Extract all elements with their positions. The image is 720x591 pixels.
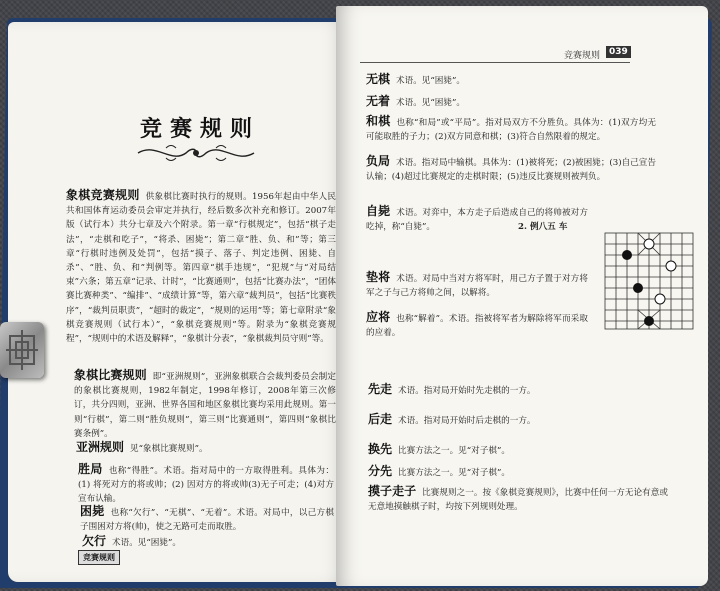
entry-term: 先走 bbox=[368, 382, 393, 396]
entry-term: 和棋 bbox=[366, 114, 391, 128]
entry-right-10 bbox=[368, 464, 658, 480]
entry-text: 比赛规则之一。按《象棋竞赛规则》，比赛中任何一方无论有意或无意地摸触棋子时，均按下列规则处理。 bbox=[368, 488, 668, 513]
entry-right-1 bbox=[366, 94, 646, 110]
entry-term: 象棋竞赛规则 bbox=[66, 188, 140, 202]
right-page bbox=[336, 6, 708, 586]
entry-text: 术语。对局中当对方将军时，用己方子置于对方将军之子与己方将帅之间，以解将。 bbox=[366, 274, 588, 299]
entry-text: 术语。见“困毙”。 bbox=[112, 538, 181, 548]
page-number: 039 bbox=[606, 46, 631, 58]
chapter-title: 竞赛规则 bbox=[139, 116, 260, 142]
entry-text: 术语。见“困毙”。 bbox=[396, 98, 465, 108]
entry-term: 垫将 bbox=[366, 270, 391, 284]
entry-term: 自毙 bbox=[366, 204, 391, 218]
entry-right-11 bbox=[368, 484, 668, 514]
entry-right-8 bbox=[368, 412, 658, 428]
book-clasp bbox=[0, 322, 44, 378]
entry-term: 无棋 bbox=[366, 72, 391, 86]
entry-text: 比赛方法之一。见“对子棋”。 bbox=[398, 468, 510, 478]
entry-term: 负局 bbox=[366, 154, 391, 168]
entry-left-3 bbox=[78, 462, 334, 507]
diagram-caption: 2. 例八五 车 bbox=[518, 222, 568, 232]
entry-text: 术语。见“困毙”。 bbox=[396, 76, 465, 86]
left-page bbox=[8, 22, 350, 582]
entry-term: 亚洲规则 bbox=[76, 440, 125, 454]
entry-term: 胜局 bbox=[78, 462, 103, 476]
entry-right-5 bbox=[366, 270, 588, 300]
entry-text: 见“象棋比赛规则”。 bbox=[130, 444, 208, 454]
entry-term: 无着 bbox=[366, 94, 391, 108]
entry-left-0 bbox=[66, 188, 336, 346]
entry-text: 也称“和局”或“平局”。指对局双方不分胜负。具体为：(1)双方均无可能取胜的子力；(2)双方同意和棋；(3)符合自然限着的规定。 bbox=[366, 118, 656, 143]
entry-text: 即“亚洲规则”，亚洲象棋联合会裁判委员会制定的象棋比赛规则，1982年制定，1998年修订，2008年第三次修订，共分四则，亚洲、世界各国和地区象棋比赛均采用此规则。第一则“行棋”，第二则“胜负规则”，第三则“比赛通则”，第四则“象棋比赛条例”。 bbox=[74, 372, 336, 439]
running-header: 竞赛规则 bbox=[564, 51, 601, 61]
entry-right-0 bbox=[366, 72, 646, 88]
entry-text: 比赛方法之一。见“对子棋”。 bbox=[398, 446, 510, 456]
entry-text: 也称“解着”。术语。指被将军者为解除将军而采取的应着。 bbox=[366, 314, 588, 339]
entry-term: 困毙 bbox=[80, 504, 105, 518]
entry-term: 摸子走子 bbox=[368, 484, 417, 498]
entry-left-4 bbox=[80, 504, 334, 534]
entry-term: 象棋比赛规则 bbox=[74, 368, 147, 382]
entry-text: 也称“得胜”。术语。指对局中的一方取得胜利。具体为：(1) 将死对方的将或帅；(2) 因对方的将或帅(3)无子可走；(4)对方宣布认输。 bbox=[78, 466, 334, 505]
entry-right-2 bbox=[366, 114, 656, 144]
xiangqi-board-diagram bbox=[600, 228, 700, 338]
entry-text: 供象棋比赛时执行的规则。1956年起由中华人民共和国体育运动委员会审定并执行，经后数多次补充和修订。2007年版（试行本）共分七章及六个附录。第一章“行棋规定”，包括“棋子走法”，“走棋和吃子”，“将杀、困毙”；第二章“胜、负、和”等；第三章“行棋时违例及处罚”，包括“摸子、落子、判定违例、困毙、自杀”、“胜、负、和”判例等。第四章“棋手违规”，“犯规”与“对局结束”六条；第五章“记录、计时”，“比赛通则”，包括“比赛办法”，“团体赛比赛种类”、“编排”、“成绩计算”等，第六章“裁判员”，包括“比赛秩序”，“裁判员职责”，“超时的裁定”，“规则的运用”等；第七章附录“象棋竞赛规则（试行本）”，“象棋竞赛规则”等。附录为“象棋竞赛规程”，“规则中的术语及解释”，“象棋计分表”，“象棋裁判员守则”等。 bbox=[66, 192, 336, 345]
entry-term: 分先 bbox=[368, 464, 393, 478]
entry-left-5 bbox=[82, 534, 332, 550]
entry-right-6 bbox=[366, 310, 588, 340]
entry-right-7 bbox=[368, 382, 658, 398]
entry-left-2 bbox=[76, 440, 334, 456]
header-rule bbox=[360, 62, 630, 63]
entry-left-1 bbox=[74, 368, 336, 441]
entry-term: 欠行 bbox=[82, 534, 107, 548]
entry-text: 术语。对弈中，本方走子后造成自己的将帅被对方吃掉，称“自毙”。 bbox=[366, 208, 588, 233]
entry-text: 术语。指对局中输棋。具体为：(1)被将死；(2)被困毙；(3)自己宣告认输；(4)超过比赛规定的走棋时限；(5)违反比赛规则被判负。 bbox=[366, 158, 656, 183]
entry-text: 也称“欠行”、“无棋”、“无着”。术语。对局中，以己方棋子围困对方将(帅)，使之无路可走而取胜。 bbox=[80, 508, 334, 533]
ornament-flourish-icon bbox=[136, 142, 256, 164]
entry-term: 应将 bbox=[366, 310, 391, 324]
footer-label: 竞赛规则 bbox=[78, 550, 120, 565]
entry-right-9 bbox=[368, 442, 658, 458]
entry-text: 术语。指对局开始时先走棋的一方。 bbox=[398, 386, 536, 396]
entry-text: 术语。指对局开始时后走棋的一方。 bbox=[398, 416, 536, 426]
entry-term: 后走 bbox=[368, 412, 393, 426]
entry-term: 换先 bbox=[368, 442, 393, 456]
entry-right-3 bbox=[366, 154, 656, 184]
knot-ornament-icon bbox=[0, 322, 44, 378]
